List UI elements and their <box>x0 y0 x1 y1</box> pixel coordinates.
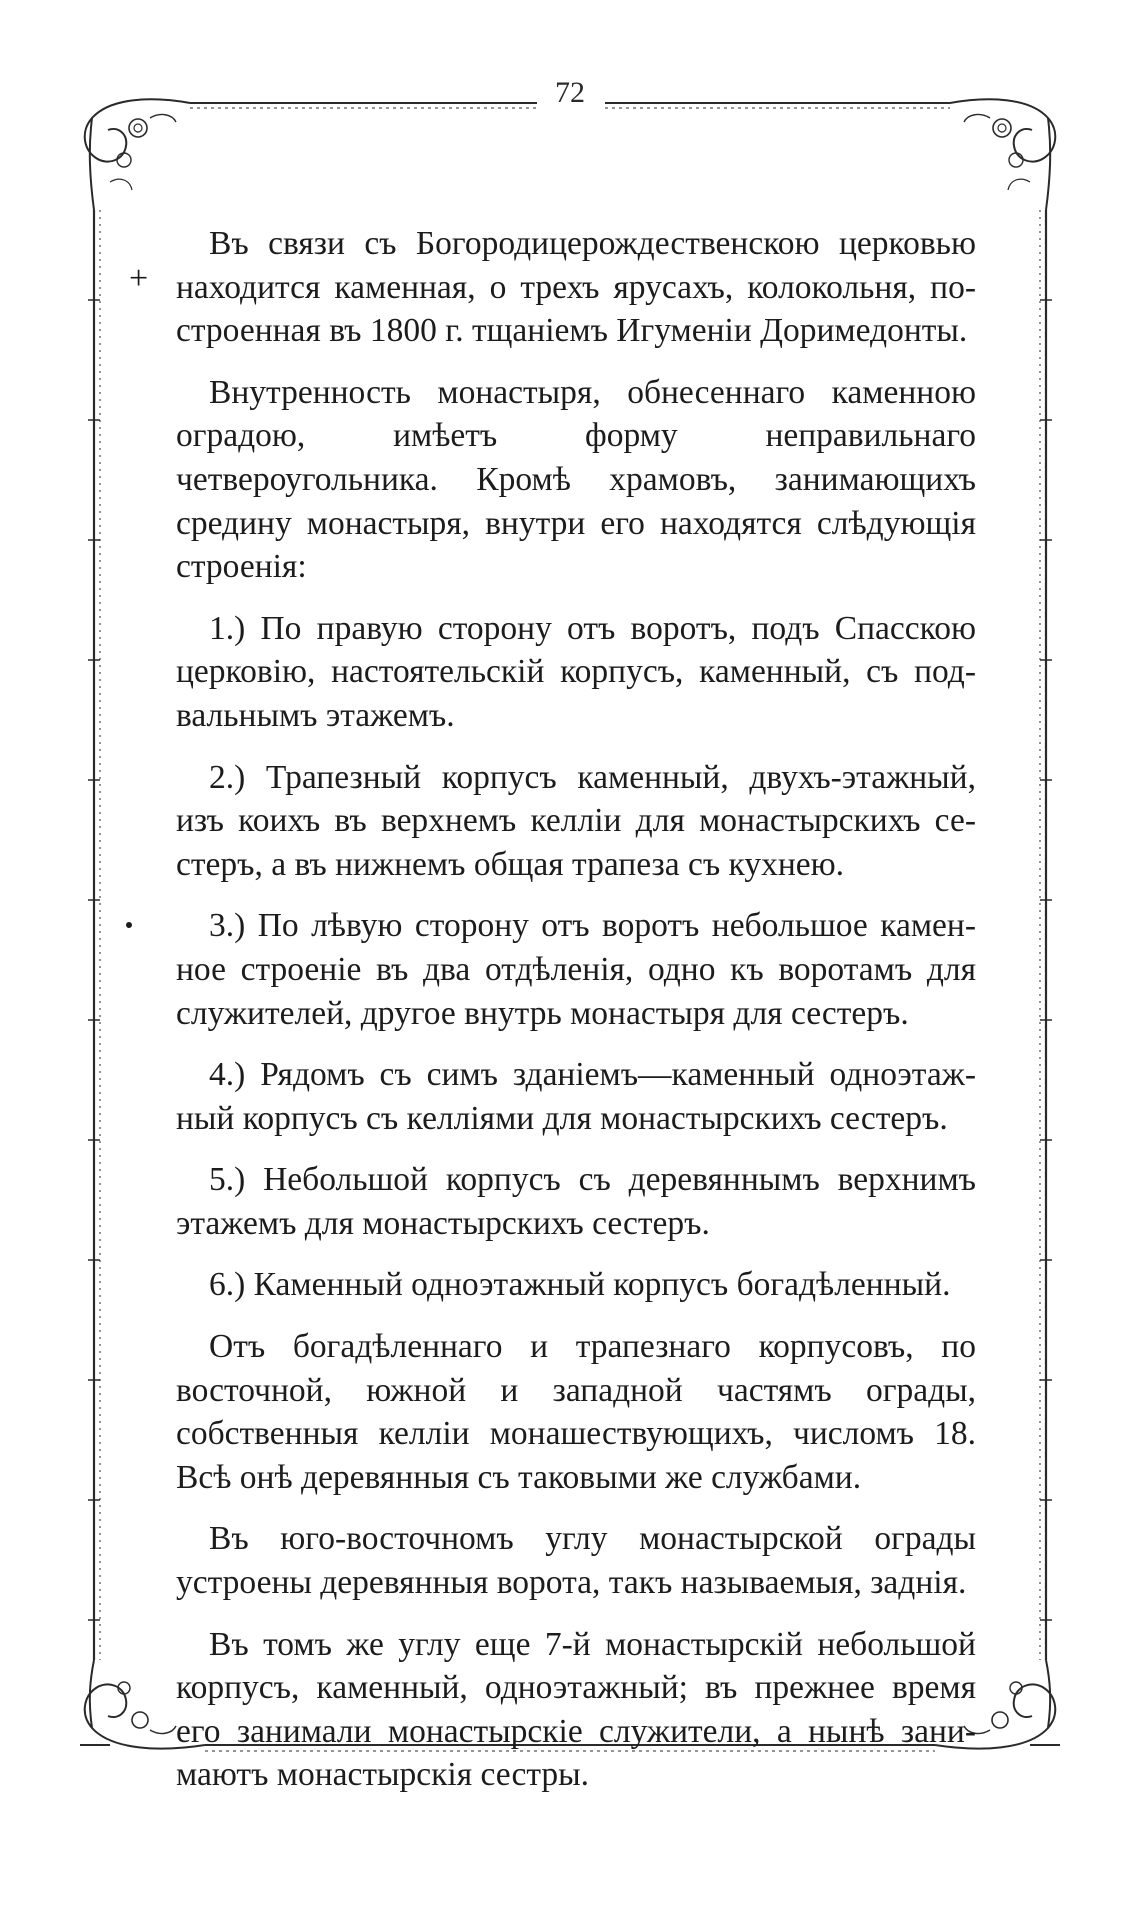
paragraph: 5.) Небольшой корпусъ съ деревяннымъ верхнимъ этажемъ для монастырскихъ сестеръ. <box>176 1161 976 1242</box>
paragraph: Внутренность монастыря, обнесеннаго каменною оградою, имѣетъ форму неправильнаго четвероугольника. Кромѣ храмовъ, занимающихъ средину монастыря, внутри его находятся слѣдующія строенія: <box>176 373 976 586</box>
page-number <box>0 76 1140 110</box>
paragraph: Отъ богадѣленнаго и трапезнаго корпусовъ, по восточной, южной и западной частямъ ограды, собственныя келліи монашествующихъ, числомъ 18. Всѣ онѣ деревянныя съ таковыми же службами. <box>176 1328 976 1496</box>
paragraph: 2.) Трапезный корпусъ каменный, двухъ-этажный, изъ коихъ въ верхнемъ келліи для монастырскихъ сестеръ, а въ нижнемъ общая трапеза съ кухнею. <box>176 758 976 883</box>
margin-dot-mark <box>126 922 132 928</box>
page-number-text: 72 <box>537 76 603 109</box>
paragraph: 3.) По лѣвую сторону отъ воротъ небольшое каменное строеніе въ два отдѣленія, одно къ воротамъ для служителей, другое внутрь монастыря для сестеръ. <box>176 907 976 1032</box>
paragraph: Въ томъ же углу еще 7-й монастырскій небольшой корпусъ, каменный, одноэтажный; въ прежнее время его занимали монастырскіе служители, а нынѣ занимаютъ монастырскія сестры. <box>176 1625 976 1794</box>
paragraph: Въ связи съ Богородицерождественскою церковью находится каменная, о трехъ ярусахъ, колокольня, построенная въ 1800 г. тщаніемъ Игуменіи Доримедонты. <box>176 225 976 350</box>
paragraph: 6.) Каменный одноэтажный корпусъ богадѣленный. <box>209 1266 951 1304</box>
paragraph: 1.) По правую сторону отъ воротъ, подъ Спасскою церковію, настоятельскій корпусъ, каменный, съ подвальнымъ этажемъ. <box>176 609 976 734</box>
margin-plus-mark: + <box>129 260 149 297</box>
body-text <box>176 222 976 1815</box>
paragraph: 4.) Рядомъ съ симъ зданіемъ—каменный одноэтажный корпусъ съ келліями для монастырскихъ сестеръ. <box>176 1056 976 1137</box>
paragraph: Въ юго-восточномъ углу монастырской ограды устроены деревянныя ворота, такъ называемыя, заднія. <box>176 1520 976 1602</box>
